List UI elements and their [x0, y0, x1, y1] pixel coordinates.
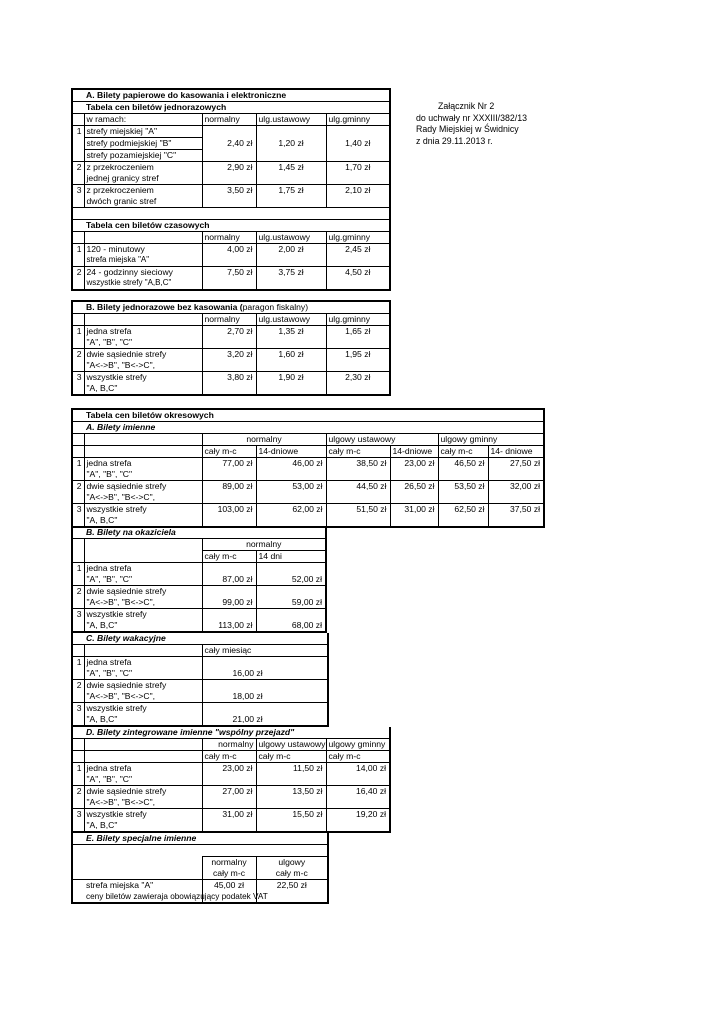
price-cell: 1,90 zł [256, 372, 326, 384]
sub-header: cały m-c [256, 868, 328, 880]
sub-header: 14- dniowe [488, 446, 544, 458]
price-cell: 2,70 zł [202, 326, 256, 338]
price-cell: 3,80 zł [202, 372, 256, 384]
header-municipal: ulg.gminny [326, 314, 390, 326]
group-statutory: ulgowy ustawowy [326, 434, 438, 446]
price-cell: 15,50 zł [256, 809, 326, 821]
row-number: 1 [72, 458, 84, 470]
price-cell: 16,00 zł [202, 668, 328, 680]
price-cell: 59,00 zł [256, 597, 326, 609]
row-label: dwie sąsiednie strefy [84, 349, 202, 361]
row-label: jedna strefa [84, 326, 202, 338]
price-cell: 87,00 zł [202, 574, 256, 586]
price-cell: 23,00 zł [390, 458, 438, 470]
row-number: 1 [72, 126, 84, 138]
row-label: jedna strefa [84, 563, 202, 575]
sub-header: cały m-c [256, 751, 326, 763]
single-table-title: Tabela cen biletów jednorazowych [84, 102, 390, 114]
price-cell: 7,50 zł [202, 267, 256, 279]
price-cell: 26,50 zł [390, 481, 438, 493]
row-number: 1 [72, 763, 84, 775]
sub-header: cały m-c [438, 446, 488, 458]
price-cell: 4,50 zł [326, 267, 390, 279]
row-number: 2 [72, 481, 84, 493]
price-cell: 31,00 zł [202, 809, 256, 821]
row-number: 1 [72, 563, 84, 575]
row-label: "A", "B", "C" [84, 337, 202, 349]
price-cell: 4,00 zł [202, 244, 256, 256]
periodic-e-title: E. Bilety specjalne imienne [84, 833, 328, 845]
price-cell: 1,35 zł [256, 326, 326, 338]
price-cell: 31,00 zł [390, 504, 438, 516]
row-label: wszystkie strefy [84, 703, 202, 715]
row-number: 2 [72, 349, 84, 361]
group-discount: ulgowy [256, 857, 328, 869]
row-label: wszystkie strefy [84, 809, 202, 821]
price-cell: 44,50 zł [326, 481, 390, 493]
header-statutory: ulg.ustawowy [256, 314, 326, 326]
price-cell: 13,50 zł [256, 786, 326, 798]
price-cell: 53,00 zł [256, 481, 326, 493]
row-label: "A, B,C" [84, 820, 202, 832]
row-number: 1 [72, 657, 84, 669]
price-cell: 1,95 zł [326, 349, 390, 361]
price-cell: 22,50 zł [256, 880, 328, 892]
header-municipal: ulg.gminny [326, 232, 390, 244]
price-cell: 11,50 zł [256, 763, 326, 775]
periodic-b-table [71, 527, 390, 633]
row-label: 120 - minutowy [84, 244, 202, 256]
price-cell: 3,50 zł [202, 185, 256, 197]
row-label: z przekroczeniem [84, 162, 202, 174]
sub-header: cały m-c [326, 446, 390, 458]
row-number: 2 [72, 680, 84, 692]
annex-line-2: Rady Miejskiej w Świdnicy [416, 124, 519, 134]
price-cell: 2,00 zł [256, 244, 326, 256]
price-cell: 2,40 zł [202, 138, 256, 150]
periodic-table [71, 408, 545, 528]
price-cell: 19,20 zł [326, 809, 390, 821]
row-label: wszystkie strefy [84, 504, 202, 516]
group-normal: normalny [202, 539, 326, 551]
row-label: jedna strefa [84, 657, 202, 669]
row-number: 3 [72, 504, 84, 516]
row-label: "A", "B", "C" [84, 774, 202, 786]
sub-header: cały m-c [326, 751, 390, 763]
vat-footnote: ceny biletów zawieraja obowiązujący podatek VAT [86, 892, 268, 901]
group-statutory: ulgowy ustawowy [256, 739, 326, 751]
row-number: 2 [72, 586, 84, 598]
price-cell: 38,50 zł [326, 458, 390, 470]
row-label: jedna strefa [84, 458, 202, 470]
sub-header: cały m-c [202, 868, 256, 880]
price-cell: 52,00 zł [256, 574, 326, 586]
row-label: strefa miejska "A" [84, 255, 202, 267]
price-cell: 21,00 zł [202, 714, 328, 726]
price-cell: 32,00 zł [488, 481, 544, 493]
sub-header: cały m-c [202, 446, 256, 458]
row-label: dwie sąsiednie strefy [84, 586, 202, 598]
price-cell: 3,75 zł [256, 267, 326, 279]
sub-header: 14-dniowe [256, 446, 326, 458]
periodic-title: Tabela cen biletów okresowych [84, 409, 544, 422]
price-cell: 2,30 zł [326, 372, 390, 384]
price-cell: 37,50 zł [488, 504, 544, 516]
header-statutory: ulg.ustawowy [256, 232, 326, 244]
periodic-a-title: A. Bilety imienne [84, 422, 544, 434]
periodic-c-table [71, 633, 329, 727]
row-number: 1 [72, 326, 84, 338]
price-cell: 89,00 zł [202, 481, 256, 493]
price-cell: 14,00 zł [326, 763, 390, 775]
sub-header: cały m-c [202, 751, 256, 763]
periodic-d-title: D. Bilety zintegrowane imienne "wspólny przejazd" [84, 727, 390, 739]
price-cell: 1,70 zł [326, 162, 390, 174]
price-cell: 103,00 zł [202, 504, 256, 516]
periodic-d-table [71, 727, 391, 833]
within-label: w ramach: [84, 114, 202, 126]
row-label: z przekroczeniem [84, 185, 202, 197]
periodic-b-title: B. Bilety na okaziciela [84, 527, 326, 539]
price-cell: 16,40 zł [326, 786, 390, 798]
price-cell: 3,20 zł [202, 349, 256, 361]
row-label: dwie sąsiednie strefy [84, 786, 202, 798]
periodic-c-title: C. Bilety wakacyjne [84, 633, 328, 645]
row-label: strefa miejska "A" [84, 880, 202, 892]
price-cell: 77,00 zł [202, 458, 256, 470]
price-cell: 1,40 zł [326, 138, 390, 150]
price-cell: 1,65 zł [326, 326, 390, 338]
price-cell: 1,60 zł [256, 349, 326, 361]
row-label: dwóch granic stref [84, 196, 202, 208]
zone-a: strefy miejskiej "A" [84, 126, 202, 138]
group-normal: normalny [202, 739, 256, 751]
header-normal: normalny [202, 114, 256, 126]
row-label: "A, B,C" [84, 515, 202, 527]
row-label: "A, B,C" [84, 383, 202, 395]
row-number: 3 [72, 703, 84, 715]
row-label: "A<->B", "B<->C", [84, 691, 202, 703]
group-normal: normalny [202, 857, 256, 869]
row-number: 2 [72, 786, 84, 798]
group-municipal: ulgowy gminny [438, 434, 544, 446]
price-cell: 18,00 zł [202, 691, 328, 703]
price-cell: 1,20 zł [256, 138, 326, 150]
row-label: 24 - godzinny sieciowy [84, 267, 202, 279]
annex-note [416, 101, 556, 147]
row-number: 3 [72, 372, 84, 384]
row-label: wszystkie strefy [84, 609, 202, 621]
annex-title: Załącznik Nr 2 [438, 101, 495, 111]
sub-header: 14-dniowe [390, 446, 438, 458]
price-cell: 62,00 zł [256, 504, 326, 516]
row-label: "A, B,C" [84, 714, 202, 726]
header-municipal: ulg.gminny [326, 114, 390, 126]
row-label: wszystkie strefy [84, 372, 202, 384]
section-b-table [71, 300, 391, 396]
row-number: 1 [72, 244, 84, 256]
price-cell: 53,50 zł [438, 481, 488, 493]
price-cell: 45,00 zł [202, 880, 256, 892]
price-cell: 1,75 zł [256, 185, 326, 197]
price-cell: 2,45 zł [326, 244, 390, 256]
row-label: "A<->B", "B<->C", [84, 492, 202, 504]
group-normal: normalny [202, 434, 326, 446]
row-number: 2 [72, 267, 84, 279]
row-label: dwie sąsiednie strefy [84, 481, 202, 493]
price-cell: 46,50 zł [438, 458, 488, 470]
timed-table-title: Tabela cen biletów czasowych [84, 220, 390, 232]
price-cell: 2,90 zł [202, 162, 256, 174]
annex-line-3: z dnia 29.11.2013 r. [416, 135, 493, 146]
zone-b: strefy podmiejskiej "B" [84, 138, 202, 150]
row-label: "A", "B", "C" [84, 469, 202, 481]
row-label: "A<->B", "B<->C", [84, 597, 202, 609]
header-normal: normalny [202, 232, 256, 244]
price-cell: 27,00 zł [202, 786, 256, 798]
section-a-table [71, 88, 391, 291]
section-a-title: A. Bilety papierowe do kasowania i elektroniczne [84, 89, 390, 102]
price-cell: 99,00 zł [202, 597, 256, 609]
price-cell: 51,50 zł [326, 504, 390, 516]
row-label: jedna strefa [84, 763, 202, 775]
row-label: "A<->B", "B<->C", [84, 360, 202, 372]
price-cell: 68,00 zł [256, 620, 326, 632]
row-number: 3 [72, 609, 84, 621]
section-b-title: B. Bilety jednorazowe bez kasowania (paragon fiskalny) [84, 301, 390, 314]
row-number: 3 [72, 185, 84, 197]
sub-header: cały m-c [202, 551, 256, 563]
price-cell: 1,45 zł [256, 162, 326, 174]
sub-header: 14 dni [256, 551, 326, 563]
zone-c: strefy pozamiejskiej "C" [84, 150, 202, 162]
row-label: jednej granicy stref [84, 173, 202, 185]
row-label: "A", "B", "C" [84, 574, 202, 586]
price-cell: 2,10 zł [326, 185, 390, 197]
row-label: "A, B,C" [84, 620, 202, 632]
group-municipal: ulgowy gminny [326, 739, 390, 751]
row-number: 3 [72, 809, 84, 821]
sub-header: cały miesiąc [202, 645, 328, 657]
row-label: dwie sąsiednie strefy [84, 680, 202, 692]
header-normal: normalny [202, 314, 256, 326]
row-label: "A<->B", "B<->C", [84, 797, 202, 809]
row-label: wszystkie strefy "A,B,C" [84, 278, 202, 290]
price-cell: 113,00 zł [202, 620, 256, 632]
annex-line-1: do uchwały nr XXXIII/382/13 [416, 112, 528, 123]
price-cell: 46,00 zł [256, 458, 326, 470]
row-number: 2 [72, 162, 84, 174]
price-cell: 62,50 zł [438, 504, 488, 516]
row-label: "A", "B", "C" [84, 668, 202, 680]
price-cell: 27,50 zł [488, 458, 544, 470]
header-statutory: ulg.ustawowy [256, 114, 326, 126]
price-cell: 23,00 zł [202, 763, 256, 775]
